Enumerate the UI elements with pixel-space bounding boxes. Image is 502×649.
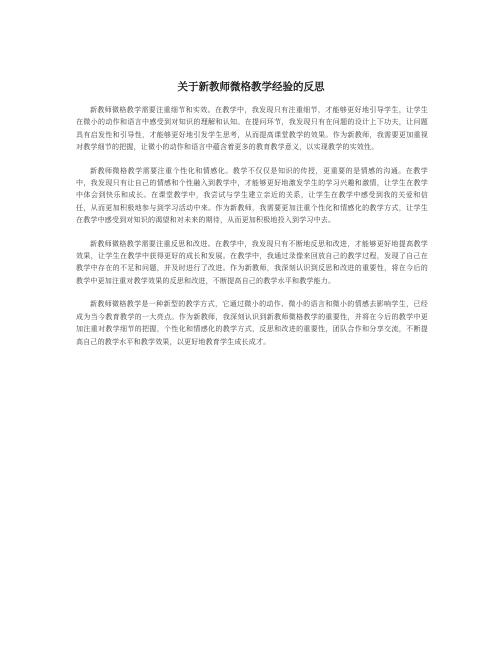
- paragraph-2: 新教师微格教学需要注重个性化和情感化。教学不仅仅是知识的传授，更重要的是情感的沟通。在教学中，我发现只有让自己的情感和个性融入到教学中，才能够更好地激发学生的学习兴趣和激情，让学生在教学中体会到快乐和成长。在课堂教学中，我尝试与学生建立亲近的关系，让学生在教学中感受到我的关爱和信任，从而更加积极地参与到学习活动中来。作为新教师，我需要更加注重个性化和情感化的教学方式，让学生在教学中感受到对知识的渴望和对未来的期待，从而更加积极地投入到学习中去。: [76, 166, 428, 225]
- paragraph-3: 新教师微格教学需要注重反思和改进。在教学中，我发现只有不断地反思和改进，才能够更好地提高教学效果，让学生在教学中获得更好的成长和发展。在教学中，我通过录像来回放自己的教学过程，发现了自己在教学中存在的不足和问题，并及时进行了改进。作为新教师，我深刻认识到反思和改进的重要性，将在今后的教学中更加注重对教学效果的反思和改进，不断提高自己的教学水平和教学能力。: [76, 239, 428, 285]
- paragraph-4: 新教师微格教学是一种新型的教学方式，它通过微小的动作、微小的语言和微小的情感去影响学生，已经成为当今教育教学的一大亮点。作为新教师，我深刻认识到新教师微格教学的重要性，并将在今后的教学中更加注重对教学细节的把握，个性化和情感化的教学方式，反思和改进的重要性，团队合作和分享交流，不断提高自己的教学水平和教学效果，以更好地教育学生成长成才。: [76, 300, 428, 346]
- document-body: [76, 104, 428, 359]
- page-title: 关于新教师微格教学经验的反思: [177, 81, 325, 93]
- paragraph-1: 新教师微格教学需要注重细节和实效。在教学中，我发现只有注重细节，才能够更好地引导学生，让学生在微小的动作和语言中感受到对知识的理解和认知。在提问环节，我发现只有在问题的设计上下功夫，让问题具有启发性和引导性，才能够更好地引发学生思考，从而提高课堂教学的效果。作为新教师，我需要更加重视对教学细节的把握，让微小的动作和语言中蕴含着更多的教育教学意义，以实现教学的实效性。: [76, 106, 428, 152]
